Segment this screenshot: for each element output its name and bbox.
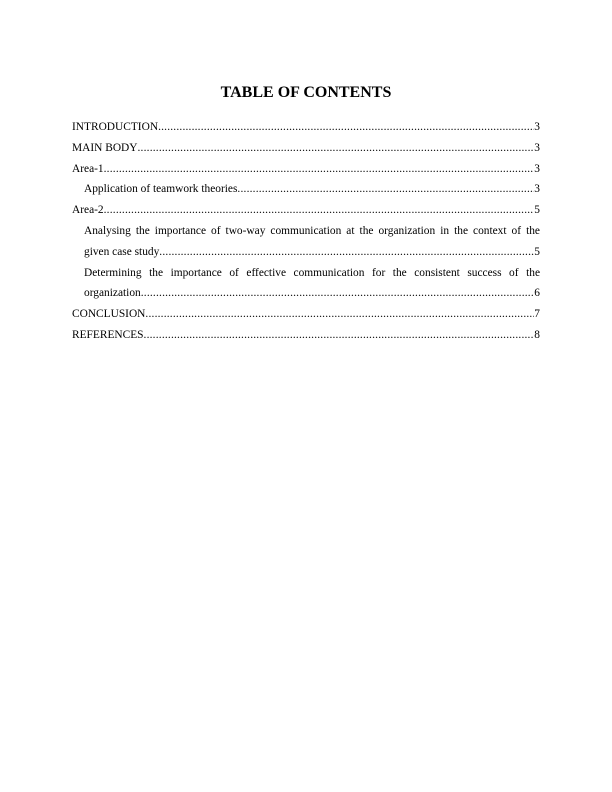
toc-entry-label: CONCLUSION <box>72 308 146 321</box>
toc-page-number: 5 <box>534 245 540 258</box>
dot-leader <box>144 325 535 346</box>
toc-entry-references[interactable] <box>72 325 540 346</box>
toc-entry-label: REFERENCES <box>72 328 144 341</box>
toc-entry-area-1[interactable] <box>72 159 540 180</box>
dot-leader <box>158 117 534 138</box>
toc-entry-teamwork-theories[interactable] <box>72 179 540 200</box>
toc-entry-label: MAIN BODY <box>72 141 138 154</box>
toc-entry-label-line-1: Determining the importance of effective communication for the consistent success of the <box>84 266 540 279</box>
toc-entry-two-way-communication[interactable] <box>72 221 540 263</box>
toc-title: TABLE OF CONTENTS <box>220 84 392 101</box>
toc-page-number: 7 <box>534 308 540 321</box>
toc-entry-conclusion[interactable] <box>72 304 540 325</box>
dot-leader <box>104 200 535 221</box>
toc-page-number: 3 <box>534 141 540 154</box>
dot-leader <box>141 283 535 304</box>
toc-page-number: 3 <box>534 162 540 175</box>
toc-entry-label: Area-2 <box>72 204 104 217</box>
toc-entry-main-body[interactable] <box>72 138 540 159</box>
toc-page-number: 3 <box>534 121 540 133</box>
toc-entry-label-line-1: Analysing the importance of two-way communication at the organization in the context of the <box>84 224 540 237</box>
toc-entry-label: Area-1 <box>72 162 104 175</box>
toc-entry-label: INTRODUCTION <box>72 121 159 133</box>
toc-entry-label: Application of teamwork theories <box>84 183 238 196</box>
toc-entry-area-2[interactable] <box>72 200 540 221</box>
toc-entry-introduction[interactable] <box>72 117 540 138</box>
toc-entry-label-line-2: given case study <box>84 245 160 258</box>
dot-leader <box>237 179 534 200</box>
toc-page-number: 3 <box>534 183 540 196</box>
toc-page-number: 8 <box>534 328 540 341</box>
dot-leader <box>138 138 535 159</box>
dot-leader <box>104 159 535 180</box>
toc-entry-label-line-2: organization <box>84 287 141 300</box>
dot-leader <box>159 242 534 263</box>
dot-leader <box>145 304 534 325</box>
toc-entry-effective-communication[interactable] <box>72 263 540 305</box>
toc-page-number: 6 <box>534 287 540 300</box>
toc-page-number: 5 <box>534 204 540 217</box>
table-of-contents <box>72 117 540 346</box>
